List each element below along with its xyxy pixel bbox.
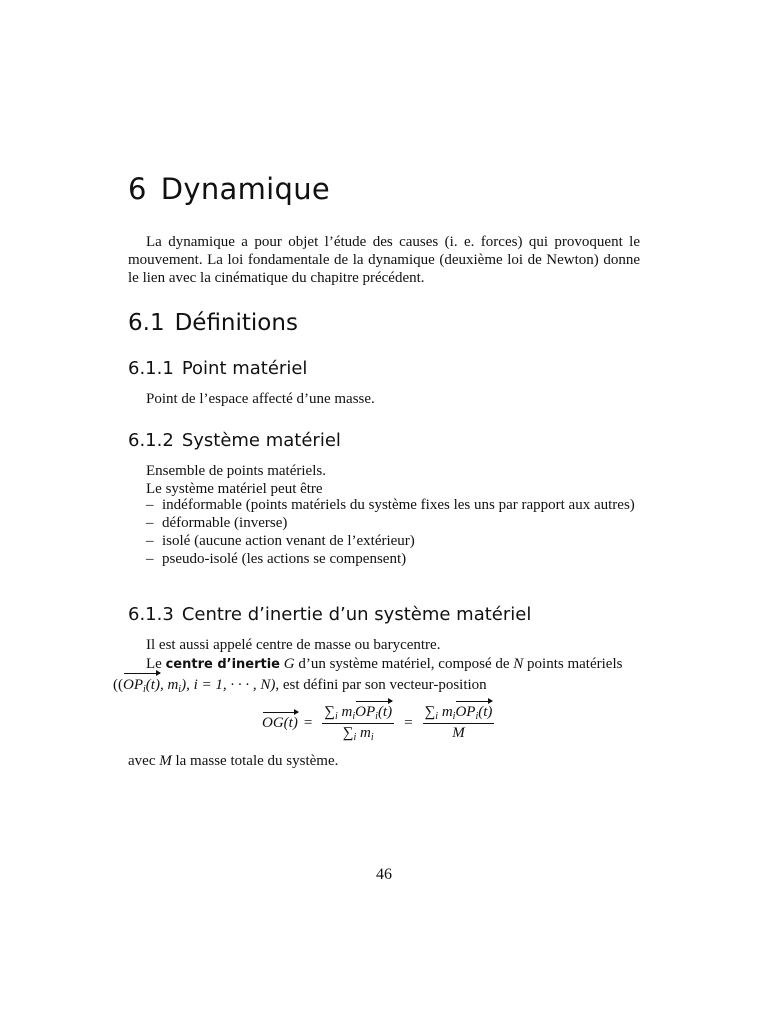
subsection-heading-centre-inertie: [128, 604, 531, 625]
vector-OPi: [355, 704, 392, 721]
mass-symbol: m: [441, 704, 453, 720]
subsection-number: 6.1.3: [128, 604, 174, 625]
vector-name: OP: [455, 704, 476, 720]
mass-symbol: m: [360, 725, 371, 741]
vector-arrow: [263, 712, 298, 713]
text-fragment: , est défini par son vecteur-position: [275, 677, 487, 693]
sum-symbol: ∑: [342, 725, 354, 741]
term-centre-inertie: centre d’inertie: [165, 657, 280, 672]
vector-arrow: [356, 701, 392, 702]
vector-OG: [262, 715, 298, 732]
fraction-numerator: [423, 704, 495, 724]
vector-argument: (t): [145, 677, 160, 693]
vector-arrow: [124, 673, 160, 674]
subsection-number: 6.1.1: [128, 358, 174, 379]
chapter-number: 6: [128, 172, 147, 206]
systeme-materiel-line-2: Le système matériel peut être: [146, 481, 323, 497]
text-fragment: avec: [128, 753, 160, 769]
vector-subscript: i: [375, 711, 378, 722]
chapter-intro: La dynamique a pour objet l’étude des causes (i. e. forces) qui provoquent le mouvement. La loi fondamentale de la dynamique (deuxième loi de Newton) donne le lien avec la cinématique du chapitre précédent.: [128, 234, 640, 286]
list-dash: –: [146, 497, 154, 513]
text-fragment: d’un système matériel, composé de: [294, 656, 514, 672]
fraction-denominator: [343, 724, 374, 742]
fraction-numerator: [322, 704, 394, 724]
list-item-text: isolé (aucune action venant de l’extérieur): [162, 533, 415, 549]
page-number: 46: [376, 866, 392, 883]
vector-OPi: [123, 676, 160, 694]
list-item: [128, 514, 640, 532]
list-dash: –: [146, 533, 154, 549]
sum-index: i: [353, 732, 357, 743]
centre-inertie-line-3: [113, 676, 487, 694]
vector-name: OP: [123, 677, 143, 693]
barycentre-equation: [262, 700, 498, 746]
subsection-heading-point-materiel: [128, 358, 307, 379]
text-fragment: ((: [113, 677, 123, 693]
systeme-materiel-line-1: Ensemble de points matériels.: [146, 463, 326, 479]
section-title: Définitions: [174, 310, 298, 336]
vector-name: OG(t): [262, 714, 298, 731]
equals-sign: =: [303, 714, 313, 731]
mass-index: i: [352, 711, 356, 722]
point-materiel-text: Point de l’espace affecté d’une masse.: [146, 391, 375, 407]
text-fragment: la masse totale du système.: [171, 753, 339, 769]
list-item: [128, 532, 640, 550]
sum-symbol: ∑: [424, 704, 436, 720]
systeme-materiel-list: [128, 496, 640, 568]
symbol-M: M: [159, 753, 172, 769]
equals-sign: =: [404, 714, 413, 731]
vector-OPi: [452, 704, 493, 722]
centre-inertie-line-1: Il est aussi appelé centre de masse ou barycentre.: [146, 637, 441, 653]
text-fragment: , m: [159, 677, 179, 693]
list-item: [128, 496, 640, 514]
section-number: 6.1: [128, 310, 165, 336]
subsection-title: Point matériel: [181, 358, 308, 379]
subsection-title: Système matériel: [181, 430, 341, 451]
subscript: i: [178, 684, 182, 695]
fraction-denominator: [452, 724, 465, 742]
vector-subscript: i: [143, 684, 146, 695]
centre-inertie-line-2: [146, 655, 622, 674]
chapter-title: Dynamique: [160, 172, 331, 206]
symbol-G: G: [283, 656, 295, 672]
mass-index: i: [370, 732, 374, 743]
text-fragment: points matériels: [523, 656, 623, 672]
vector-argument: (t): [377, 704, 393, 720]
list-dash: –: [146, 515, 154, 531]
list-item-text: pseudo-isolé (les actions se compensent): [162, 551, 407, 567]
chapter-heading: [128, 172, 330, 206]
list-item: [128, 550, 640, 568]
total-mass-note: [128, 752, 338, 770]
section-heading: [128, 310, 298, 336]
vector-arrow: [456, 701, 492, 702]
total-mass-symbol: M: [452, 725, 465, 741]
mass-symbol: m: [341, 704, 353, 720]
list-item-text: indéformable (points matériels du système fixes les uns par rapport aux autres): [162, 497, 635, 513]
list-item-text: déformable (inverse): [162, 515, 288, 531]
sum-index: i: [435, 711, 439, 722]
fraction-1: [322, 704, 394, 742]
list-dash: –: [146, 551, 154, 567]
vector-name: OP: [355, 704, 376, 720]
subsection-title: Centre d’inertie d’un système matériel: [181, 604, 532, 625]
text-fragment: Le: [146, 656, 166, 672]
fraction-2: [423, 704, 495, 742]
subsection-heading-systeme-materiel: [128, 430, 341, 451]
text-fragment: ), i = 1, · · · , N): [181, 677, 276, 693]
vector-argument: (t): [478, 704, 493, 720]
sum-symbol: ∑: [324, 704, 335, 720]
mass-index: i: [452, 711, 456, 722]
subsection-number: 6.1.2: [128, 430, 174, 451]
sum-index: i: [335, 711, 338, 722]
vector-subscript: i: [475, 711, 479, 722]
symbol-N: N: [513, 656, 524, 672]
